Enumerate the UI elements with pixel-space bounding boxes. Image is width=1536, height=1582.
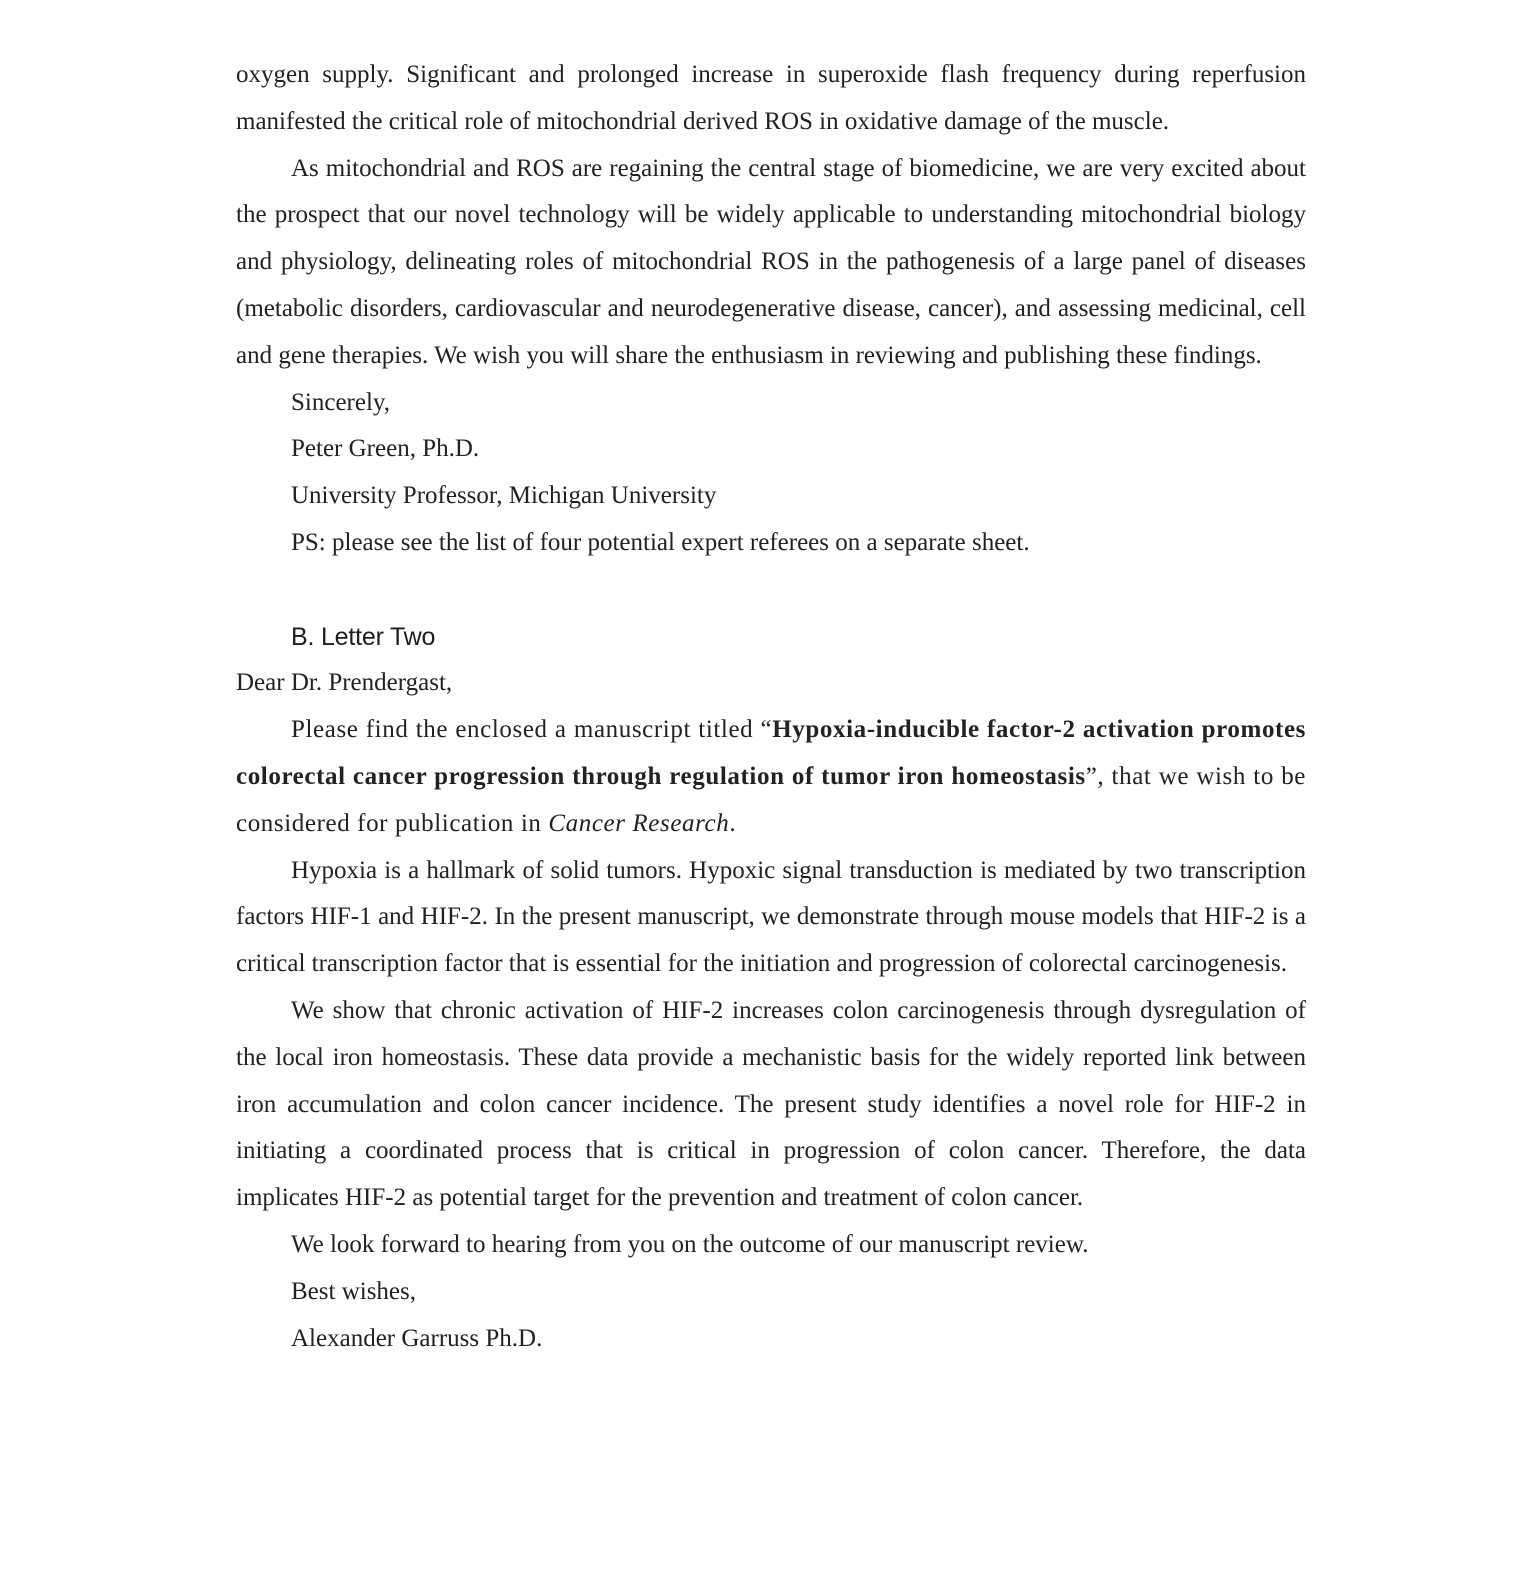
letter-one-continuation-paragraph: oxygen supply. Significant and prolonged increase in superoxide flash frequency during reperfusion manifested the critical role of mitochondrial derived ROS in oxidative damage of the muscle.: [236, 61, 1306, 135]
letter-one-closing: Sincerely,: [291, 388, 391, 416]
manuscript-title: Hypoxia-inducible factor-2 activation promotes colorectal cancer progression through regulation of tumor iron homeostasis: [236, 716, 1306, 790]
journal-name: Cancer Research: [548, 809, 730, 837]
letter-document: [236, 52, 1306, 1362]
letter-two-signer-name: Alexander Garruss Ph.D.: [291, 1324, 543, 1352]
letter-two-findings-paragraph: We show that chronic activation of HIF-2 increases colon carcinogenesis through dysregulation of the local iron homeostasis. These data provide a mechanistic basis for the widely reported link between iron accumulation and colon cancer incidence. The present study identifies a novel role for HIF-2 in initiating a coordinated process that is critical in progression of colon cancer. Therefore, the data implicates HIF-2 as potential target for the prevention and treatment of colon cancer.: [236, 996, 1306, 1212]
letter-one-prospect-paragraph: As mitochondrial and ROS are regaining the central stage of biomedicine, we are very excited about the prospect that our novel technology will be widely applicable to understanding mitochondrial biology and physiology, delineating roles of mitochondrial ROS in the pathogenesis of a large panel of diseases (metabolic disorders, cardiovascular and neurodegenerative disease, cancer), and assessing medicinal, cell and gene therapies. We wish you will share the enthusiasm in reviewing and publishing these findings.: [236, 154, 1306, 369]
letter-two-hypoxia-paragraph: Hypoxia is a hallmark of solid tumors. Hypoxic signal transduction is mediated by two transcription factors HIF-1 and HIF-2. In the present manuscript, we demonstrate through mouse models that HIF-2 is a critical transcription factor that is essential for the initiation and progression of colorectal carcinogenesis.: [236, 856, 1306, 978]
letter-two-closing: Best wishes,: [291, 1277, 416, 1305]
intro-suffix: .: [729, 809, 737, 837]
intro-middle: ”, that we wish to be considered for publication in: [236, 762, 1306, 837]
letter-two-salutation: Dear Dr. Prendergast,: [236, 669, 453, 697]
letter-one-signer-name: Peter Green, Ph.D.: [291, 435, 480, 463]
intro-prefix: Please find the enclosed a manuscript titled “: [291, 716, 773, 744]
letter-one-postscript: PS: please see the list of four potential expert referees on a separate sheet.: [291, 528, 1030, 556]
letter-two-intro-paragraph: [236, 707, 1306, 847]
letter-one-signer-title: University Professor, Michigan University: [291, 482, 717, 510]
letter-two-heading: B. Letter Two: [291, 622, 436, 651]
letter-two-outlook: We look forward to hearing from you on the outcome of our manuscript review.: [291, 1230, 1089, 1258]
section-spacer: [236, 567, 1306, 614]
